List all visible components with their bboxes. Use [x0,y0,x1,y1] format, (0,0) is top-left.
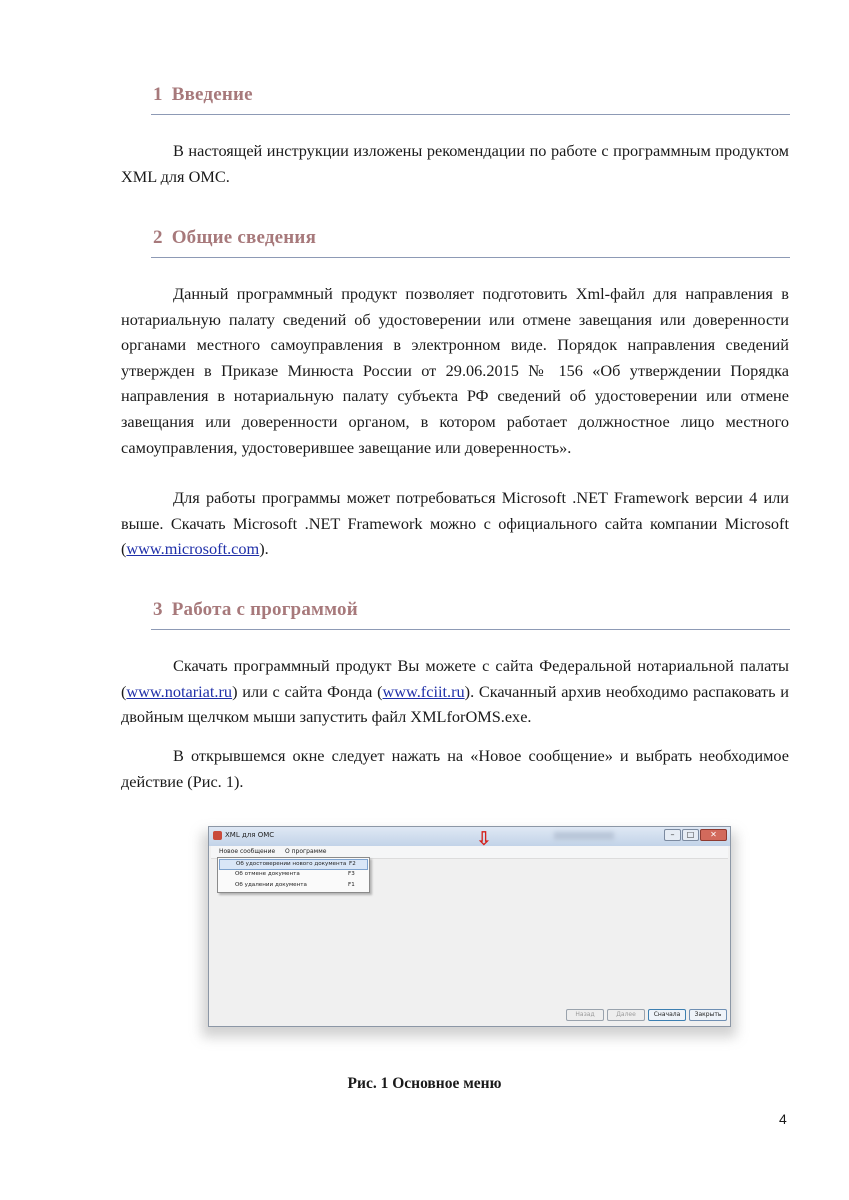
dropdown-item-cancel-document[interactable] [219,870,368,881]
figure-caption: Рис. 1 Основное меню [347,1075,502,1092]
section-title: Общие сведения [171,227,317,248]
dropdown-item-key: F3 [348,871,355,877]
dropdown-item-label: Об удалении документа [235,882,307,888]
section-title: Введение [171,84,253,105]
text-run: Скачать программный продукт Вы можете с сайта Федеральной нотариальной палаты ( [121,656,789,701]
restart-button[interactable]: Сначала [648,1009,686,1021]
text-run: Для работы программы может потребоваться Microsoft .NET Framework версии 4 или выше. Скачать Microsoft .NET Framework можно с официального сайта компании Microsoft ( [121,488,789,559]
dropdown-item-delete-document[interactable] [219,881,368,892]
window-titlebar [209,827,730,846]
section-number: 2 [153,227,163,248]
maximize-icon[interactable]: □ [682,829,699,841]
menu-about[interactable]: О программе [285,848,327,855]
section-title: Работа с программой [171,599,358,620]
text-run: ) или с сайта Фонда ( [232,681,383,701]
paragraph-work-1 [121,653,789,730]
app-icon [213,831,222,840]
link-fciit[interactable]: www.fciit.ru [382,681,465,701]
blurred-area [554,832,614,840]
window-title: XML для ОМС [225,831,275,839]
close-button[interactable]: Закрыть [689,1009,727,1021]
section-heading-general [151,227,790,258]
dropdown-item-key: F1 [348,882,355,888]
menu-new-message[interactable]: Новое сообщение [219,848,276,855]
page-number: 4 [779,1111,787,1127]
figure-app-window [208,826,731,1027]
text-run: ). Скачанный архив необходимо распаковать и двойным щелчком мыши запустить файл XMLforOMS.exe. [121,681,789,727]
dropdown-item-label: Об удостоверении нового документа [236,861,347,867]
link-microsoft[interactable]: www.microsoft.com [126,539,260,559]
back-button[interactable]: Назад [566,1009,604,1021]
minimize-icon[interactable]: – [664,829,681,841]
paragraph-work-2: В открывшемся окне следует нажать на «Новое сообщение» и выбрать необходимое действие (Рис. 1). [121,746,789,791]
paragraph-general-1: Данный программный продукт позволяет подготовить Xml-файл для направления в нотариальную палату сведений об удостоверении или отмене завещания или доверенности органами местного самоуправления в электронном виде. Порядок направления сведений утвержден в Приказе Минюста России от 29.06.2015 № 156 «Об утверждении Порядка направления в нотариальную палату субъекта РФ сведений об удостоверении или отмене завещания или доверенности органом, в котором работает должностное лицо местного самоуправления, удостоверившее завещание или доверенность». [121,284,789,457]
section-number: 1 [153,84,163,105]
close-icon[interactable]: ✕ [700,829,727,841]
paragraph-intro: В настоящей инструкции изложены рекомендации по работе с программным продуктом XML для ОМС. [121,141,789,186]
dropdown-item-new-document[interactable] [219,859,368,870]
dropdown-item-label: Об отмене документа [235,871,300,877]
dropdown-item-key: F2 [349,861,356,867]
section-heading-work [151,599,790,630]
dropdown-menu [217,857,370,893]
section-heading-intro [151,84,790,115]
next-button[interactable]: Далее [607,1009,645,1021]
paragraph-general-2 [121,485,789,562]
section-number: 3 [153,599,163,620]
text-run: ). [259,539,269,559]
link-notariat[interactable]: www.notariat.ru [126,681,233,701]
